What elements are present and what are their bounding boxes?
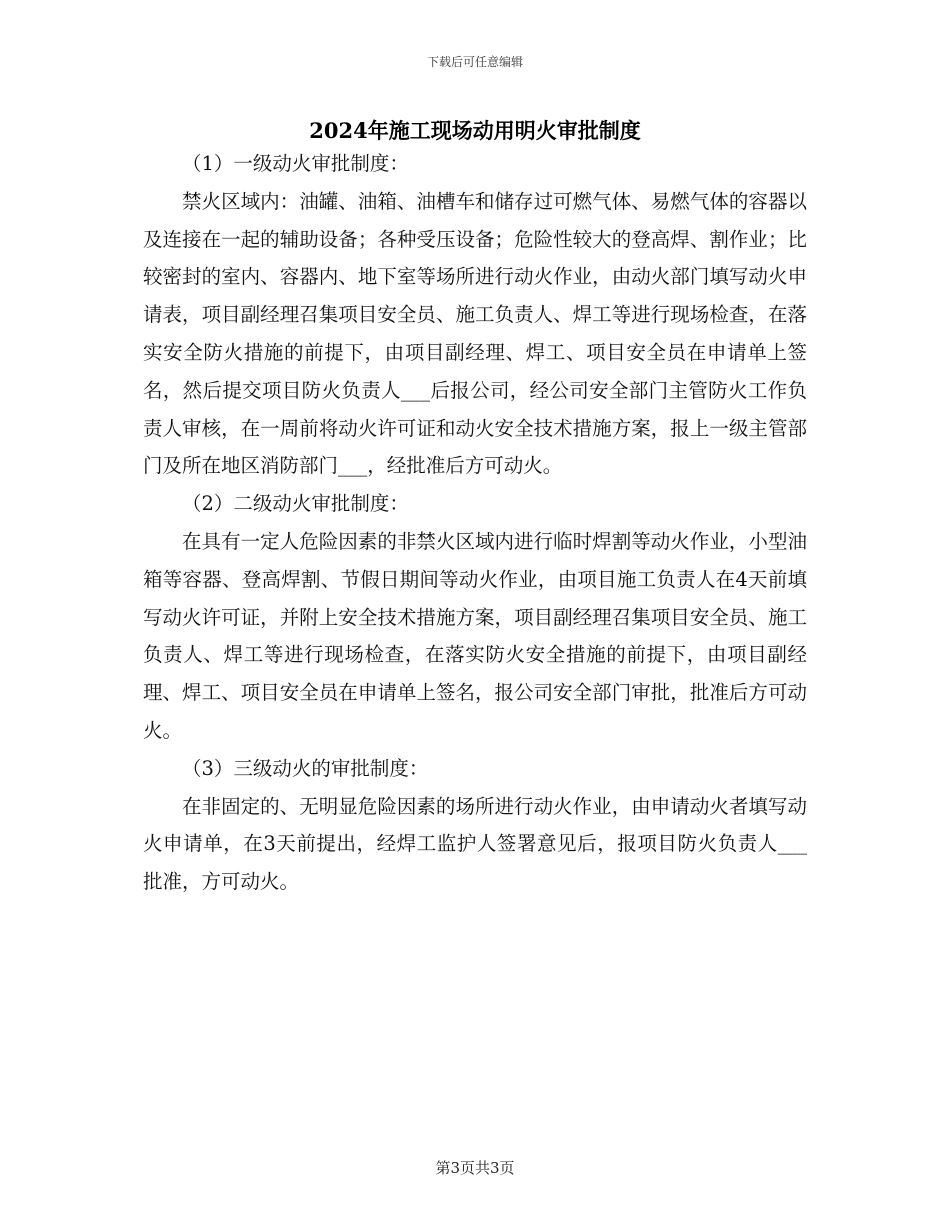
document-title: 2024年施工现场动用明火审批制度 [309, 118, 641, 143]
page-number: 第3页共3页 [435, 1159, 515, 1177]
section-heading-level-3: （3）三级动火的审批制度： [182, 756, 429, 780]
section-heading-level-1: （1）一级动火审批制度： [182, 152, 409, 175]
header-note: 下载后可任意编辑 [426, 55, 523, 69]
paragraph-level-1-rules: 禁火区域内：油罐、油箱、油槽车和储存过可燃气体、易燃气体的容器以及连接在一起的辅助设备；各种受压设备；危险性较大的登高焊、割作业；比较密封的室内、容器内、地下室等场所进行动火作业，由动火部门填写动火申请表，项目副经理召集项目安全员、施工负责人、焊工等进行现场检查，在落实安全防火措施的前提下，由项目副经理、焊工、项目安全员在申请单上签名，然后提交项目防火负责人___后报公司，经公司安全部门主管防火工作负责人审核，在一周前将动火许可证和动火安全技术措施方案，报上一级主管部门及所在地区消防部门___，经批准后方可动火。 [143, 189, 807, 478]
paragraph-level-3-rules: 在非固定的、无明显危险因素的场所进行动火作业，由申请动火者填写动火申请单，在3天前提出，经焊工监护人签署意见后，报项目防火负责人___批准，方可动火。 [143, 794, 807, 894]
section-heading-level-2: （2）二级动火审批制度： [182, 492, 409, 516]
document-body [143, 145, 807, 901]
paragraph-level-2-rules: 在具有一定人危险因素的非禁火区域内进行临时焊割等动火作业，小型油箱等容器、登高焊割、节假日期间等动火作业，由项目施工负责人在4天前填写动火许可证，并附上安全技术措施方案，项目副经理召集项目安全员、施工负责人、焊工等进行现场检查，在落实防火安全措施的前提下，由项目副经理、焊工、项目安全员在申请单上签名，报公司安全部门审批，批准后方可动火。 [143, 529, 807, 742]
